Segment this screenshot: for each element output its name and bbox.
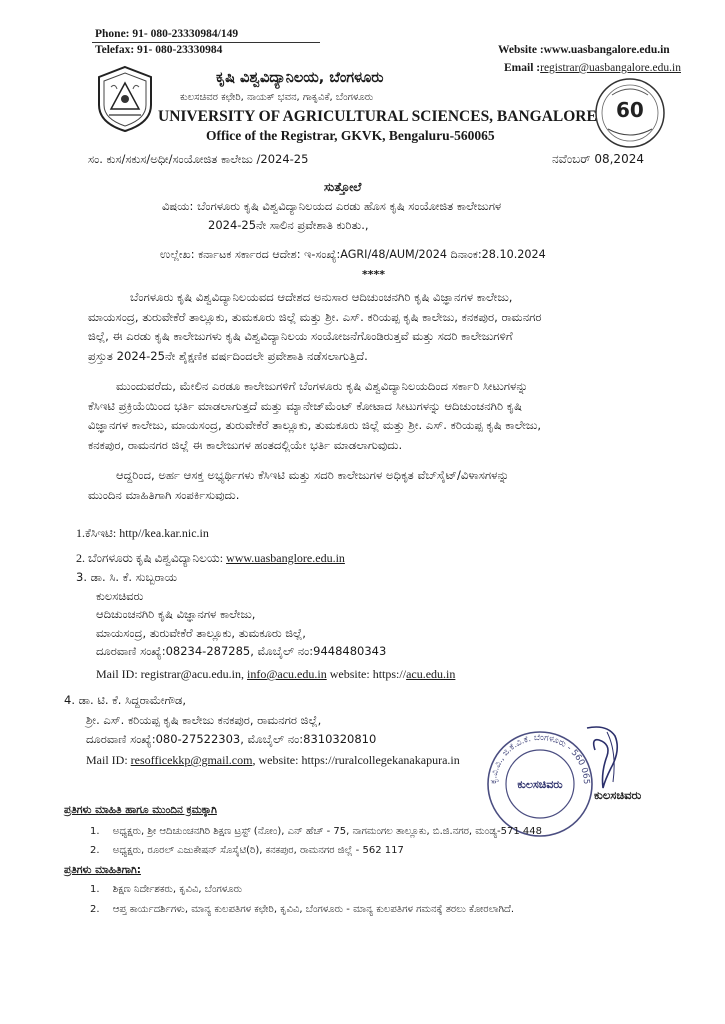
- phone-number: Phone: 91- 080-23330984/149: [95, 28, 239, 40]
- paragraph-2: [88, 377, 541, 455]
- reference-order: ಉಲ್ಲೇಖ: ಕರ್ನಾಟಕ ಸರ್ಕಾರದ ಆದೇಶ: ಇ-ಸಂಖ್ಯೆ:AGRI/48/AUM/2024 ದಿನಾಂಕ:28.10.2024: [160, 248, 546, 261]
- contact-4-website: , website: https://ruralcollegekanakapura.in: [252, 753, 460, 767]
- reference-number: ಸಂ. ಕುಸ/ಸಕುಸ/ಅಧೀ/ಸಂಯೋಜಿತ ಕಾಲೇಜು /2024-25: [88, 152, 309, 166]
- contact-3-mail-row: [96, 667, 455, 682]
- item-text: ಅಧ್ಯಕ್ಷರು, ಶ್ರೀ ಆದಿಚುಂಚನಗಿರಿ ಶಿಕ್ಷಣ ಟ್ರಸ್ಟ್ (ನೋಂ), ಎನ್ ಹೆಚ್ - 75, ನಾಗಮಂಗಲ ತಾಲ್ಲೂಕು, ಬಿ.ಜಿ.ನಗರ, ಮಂಡ್ಯ-571 448: [112, 826, 542, 837]
- kcet-website: 1.ಕೆಸಿಇಟಿ: http//kea.kar.nic.in: [76, 526, 209, 540]
- stamp-ring-text: ಕೃ.ವಿ.ವಿ., ಜಿ.ಕೆ.ವಿ.ಕೆ. ಬೆಂಗಳೂರು - 560 065: [488, 732, 592, 785]
- paragraph-line: ಮುಂದಿನ ಮಾಹಿತಿಗಾಗಿ ಸಂಪರ್ಕಿಸುವುದು.: [88, 487, 240, 502]
- stamp-center-text: ಕುಲಸಚಿವರು: [517, 778, 563, 791]
- contact-3-name: 3. ಡಾ. ಸಿ. ಕೆ. ಸುಬ್ಬರಾಯ: [76, 570, 178, 584]
- contact-4-college: ಶ್ರೀ. ಎಸ್. ಕರಿಯಪ್ಪ ಕೃಷಿ ಕಾಲೇಜು ಕನಕಪುರ, ರಾಮನಗರ ಜಿಲ್ಲೆ,: [86, 713, 322, 727]
- telefax-number: Telefax: 91- 080-23330984: [95, 44, 223, 56]
- subject-line-2: 2024-25ನೇ ಸಾಲಿನ ಪ್ರವೇಶಾತಿ ಕುರಿತು.,: [208, 218, 369, 232]
- office-registrar-english: Office of the Registrar, GKVK, Bengaluru-560065: [206, 128, 495, 143]
- contact-4-mail-label: Mail ID:: [86, 753, 131, 767]
- paragraph-line: ಮುಂದುವರೆದು, ಮೇಲಿನ ಎರಡೂ ಕಾಲೇಜುಗಳಿಗೆ ಬೆಂಗಳೂರು ಕೃಷಿ ವಿಶ್ವವಿದ್ಯಾನಿಲಯದಿಂದ ಸರ್ಕಾರಿ ಸೀಟುಗಳನ್ನು: [116, 379, 529, 393]
- contact-4-name: 4. ಡಾ. ಟಿ. ಕೆ. ಸಿದ್ದರಾಮೇಗೌಡ,: [64, 693, 187, 707]
- contact-4-phone: ದೂರವಾಣಿ ಸಂಖ್ಯೆ:080-27522303, ಮೊಬೈಲ್ ನಂ:8310320810: [86, 732, 377, 746]
- paragraph-line: ಮಾಯಸಂದ್ರ, ತುರುವೇಕೆರೆ ತಾಲ್ಲೂಕು, ತುಮಕೂರು ಜಿಲ್ಲೆ ಮತ್ತು ಶ್ರೀ. ಎಸ್. ಕರಿಯಪ್ಪ ಕೃಷಿ ಕಾಲೇಜು, ಕನಕಪುರ, ರಾಮನಗರ: [88, 309, 542, 324]
- contact-3-website-label: website: https://: [326, 667, 407, 681]
- item-text: ಶಿಕ್ಷಣ ನಿರ್ದೇಶಕರು, ಕೃವಿವಿ, ಬೆಂಗಳೂರು: [112, 884, 243, 895]
- email-header[interactable]: [504, 62, 681, 74]
- copy-action-item-1: [90, 826, 542, 837]
- letter-date: ನವೆಂಬರ್ 08,2024: [552, 152, 644, 166]
- paragraph-line: ಕೆಸಿಇಟಿ ಪ್ರಕ್ರಿಯೆಯಿಂದ ಭರ್ತಿ ಮಾಡಲಾಗುತ್ತದೆ ಮತ್ತು ಮ್ಯಾನೇಜ್‌ಮೆಂಟ್ ಕೋಟಾದ ಸೀಟುಗಳನ್ನು ಆದಿಚುಂಚನಗಿರಿ ಕೃಷಿ: [88, 398, 523, 413]
- contact-3-mail-label: Mail ID: registrar@acu.edu.in,: [96, 667, 248, 681]
- paragraph-line: ಬೆಂಗಳೂರು ಕೃಷಿ ವಿಶ್ವವಿದ್ಯಾನಿಲಯವದ ಆದೇಶದ ಅನುಸಾರ ಆದಿಚುಂಚನಗಿರಿ ಕೃಷಿ ವಿಜ್ಞಾನಗಳ ಕಾಲೇಜು,: [130, 290, 513, 304]
- item-number: 1.: [90, 884, 100, 895]
- paragraph-line: ಪ್ರಸ್ತುತ 2024-25ನೇ ಶೈಕ್ಷಣಿಕ ವರ್ಷದಿಂದಲೇ ಪ್ರವೇಶಾತಿ ನಡೆಸಲಾಗುತ್ತಿದೆ.: [88, 348, 368, 363]
- item-number: 2.: [90, 845, 100, 856]
- contact-3-address: ಮಾಯಸಂದ್ರ, ತುರುವೇಕೆರೆ ತಾಲ್ಲೂಕು, ತುಮಕೂರು ಜಿಲ್ಲೆ,: [96, 626, 306, 640]
- uas-website-link[interactable]: www.uasbanglore.edu.in: [226, 551, 345, 565]
- contact-3-college: ಆದಿಚುಂಚನಗಿರಿ ಕೃಷಿ ವಿಜ್ಞಾನಗಳ ಕಾಲೇಜು,: [96, 607, 256, 621]
- copy-info-item-2: [90, 904, 514, 915]
- paragraph-1: [88, 288, 542, 366]
- registrar-signature-icon: [577, 722, 627, 792]
- contact-4-mail-row: [86, 753, 460, 768]
- item-number: 2.: [90, 904, 100, 915]
- svg-text:60: 60: [616, 98, 644, 122]
- office-address-kannada: ಕುಲಸಚಿವರ ಕಛೇರಿ, ನಾಯಕ್ ಭವನ, ಗಾಕೃವಿಕೆ, ಬೆಂಗಳೂರು: [180, 92, 374, 103]
- header-rule: [92, 42, 320, 43]
- paragraph-line: ಆದ್ದರಿಂದ, ಅರ್ಹ ಆಸಕ್ತ ಅಭ್ಯರ್ಥಿಗಳು ಕೆಸಿಇಟಿ ಮತ್ತು ಸದರಿ ಕಾಲೇಜುಗಳ ಅಧಿಕೃತ ವೆಬ್‌ಸೈಟ್/ವಿಳಾಸಗಳನ್ನು: [116, 468, 510, 482]
- paragraph-line: ಕನಕಪುರ, ರಾಮನಗರ ಜಿಲ್ಲೆ ಈ ಕಾಲೇಜುಗಳ ಹಂತದಲ್ಲಿಯೇ ಭರ್ತಿ ಮಾಡಲಾಗುವುದು.: [88, 437, 403, 452]
- separator-stars: ****: [362, 268, 386, 281]
- copy-info-heading: ಪ್ರತಿಗಳು ಮಾಹಿತಿಗಾಗಿ:: [64, 864, 141, 876]
- email-label: Email :: [504, 62, 541, 74]
- contact-3-website-link[interactable]: acu.edu.in: [406, 667, 456, 681]
- university-name-kannada: ಕೃಷಿ ವಿಶ್ವವಿದ್ಯಾನಿಲಯ, ಬೆಂಗಳೂರು: [216, 70, 384, 86]
- uas-website-label: 2. ಬೆಂಗಳೂರು ಕೃಷಿ ವಿಶ್ವವಿದ್ಯಾನಿಲಯ:: [76, 551, 227, 565]
- copy-info-item-1: [90, 884, 242, 895]
- contact-3-info-email[interactable]: info@acu.edu.in: [247, 667, 327, 681]
- uas-website-row: [76, 551, 345, 566]
- paragraph-line: ವಿಜ್ಞಾನಗಳ ಕಾಲೇಜು, ಮಾಯಸಂದ್ರ, ತುರುವೇಕೆರೆ ತಾಲ್ಲೂಕು, ತುಮಕೂರು ಜಿಲ್ಲೆ ಮತ್ತು ಶ್ರೀ. ಎಸ್. ಕರಿಯಪ್ಪ ಕೃಷಿ ಕಾಲೇಜು,: [88, 418, 542, 432]
- contact-3-designation: ಕುಲಸಚಿವರು: [96, 589, 144, 603]
- paragraph-3: [88, 466, 509, 505]
- university-emblem-icon: [95, 65, 155, 133]
- contact-4-email-link[interactable]: resofficekkp@gmail.com: [130, 753, 253, 767]
- circular-title: ಸುತ್ತೋಲೆ: [324, 180, 362, 194]
- item-number: 1.: [90, 826, 100, 837]
- email-link[interactable]: registrar@uasbangalore.edu.in: [540, 62, 681, 74]
- paragraph-line: ಜಿಲ್ಲೆ, ಈ ಎರಡು ಕೃಷಿ ಕಾಲೇಜುಗಳು ಕೃಷಿ ವಿಶ್ವವಿದ್ಯಾನಿಲಯ ಸಂಯೋಜನೆಗೊಂಡಿರುತ್ತವೆ ಮತ್ತು ಸದರಿ ಕಾಲೇಜುಗಳಿಗೆ: [88, 329, 513, 343]
- copy-action-item-2: [90, 845, 404, 856]
- website-header[interactable]: Website :www.uasbangalore.edu.in: [498, 44, 670, 56]
- registrar-designation: ಕುಲಸಚಿವರು: [594, 788, 642, 802]
- university-name-english: UNIVERSITY OF AGRICULTURAL SCIENCES, BANGALORE: [158, 108, 597, 125]
- item-text: ಆಪ್ತ ಕಾರ್ಯದರ್ಶಿಗಳು, ಮಾನ್ಯ ಕುಲಪತಿಗಳ ಕಛೇರಿ, ಕೃವಿವಿ, ಬೆಂಗಳೂರು - ಮಾನ್ಯ ಕುಲಪತಿಗಳ ಗಮನಕ್ಕೆ ತರಲು ಕೋರಲಾಗಿದೆ.: [112, 904, 515, 915]
- svg-text:ಕೃ.ವಿ.ವಿ., ಜಿ.ಕೆ.ವಿ.ಕೆ. ಬೆಂಗಳೂ: [489, 733, 591, 785]
- contact-3-phone: ದೂರವಾಣಿ ಸಂಖ್ಯೆ:08234-287285, ಮೊಬೈಲ್ ನಂ:9448480343: [96, 644, 387, 658]
- copy-action-heading: ಪ್ರತಿಗಳು ಮಾಹಿತಿ ಹಾಗೂ ಮುಂದಿನ ಕ್ರಮಕ್ಕಾಗಿ: [64, 804, 217, 816]
- item-text: ಅಧ್ಯಕ್ಷರು, ರೂರಲ್ ಎಜುಕೇಷನ್ ಸೊಸೈಟಿ(ರಿ), ಕನಕಪುರ, ರಾಮನಗರ ಜಿಲ್ಲೆ - 562 117: [112, 845, 404, 856]
- subject-line-1: ವಿಷಯ: ಬೆಂಗಳೂರು ಕೃಷಿ ವಿಶ್ವವಿದ್ಯಾನಿಲಯದ ಎರಡು ಹೊಸ ಕೃಷಿ ಸಂಯೋಜಿತ ಕಾಲೇಜುಗಳ: [162, 199, 502, 213]
- anniversary-logo-icon: [594, 75, 666, 151]
